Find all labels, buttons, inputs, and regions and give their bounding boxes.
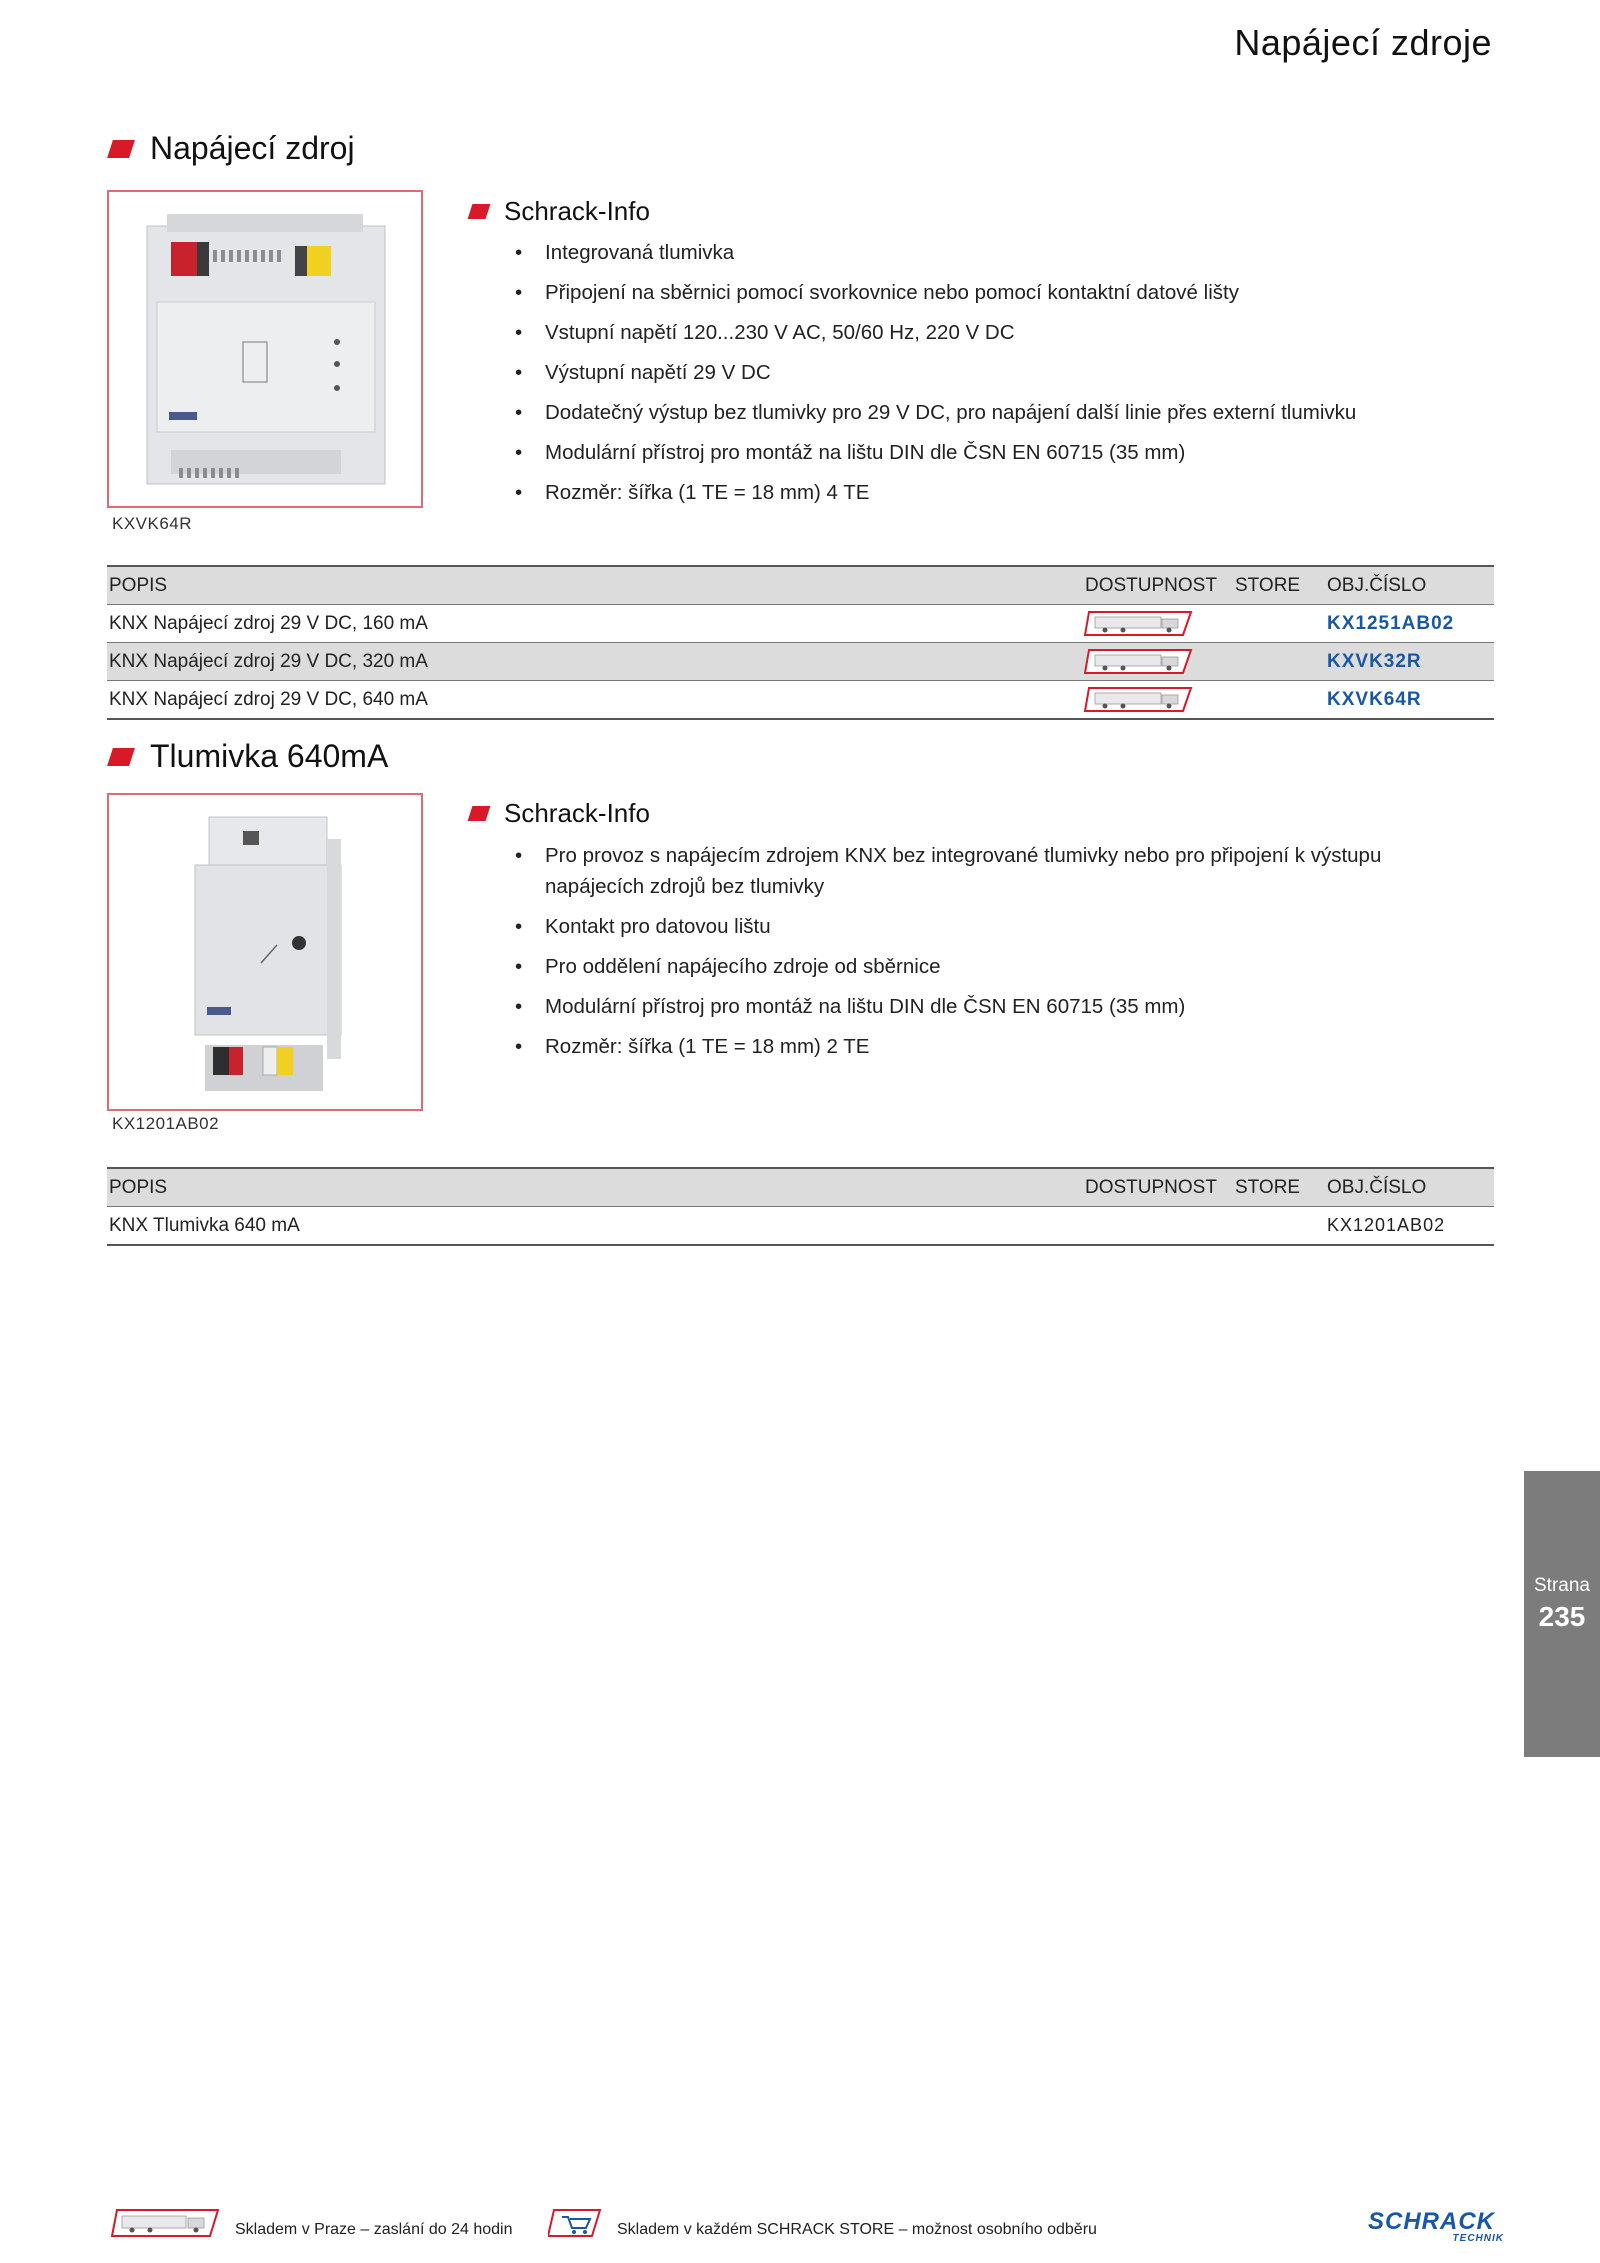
- feature-item: • Dodatečný výstup bez tlumivky pro 29 V DC, pro napájení další linie přes externí tlumivku: [515, 397, 1495, 428]
- truck-icon: [110, 2208, 222, 2238]
- cell-store: [1233, 643, 1325, 681]
- footer-truck-text: Skladem v Praze – zaslání do 24 hodin: [235, 2221, 513, 2238]
- feature-item: • Rozměr: šířka (1 TE = 18 mm) 4 TE: [515, 477, 1495, 508]
- cell-code: [1325, 1207, 1494, 1246]
- page-title: Napájecí zdroje: [1234, 22, 1492, 63]
- choke-device-image: [109, 795, 421, 1109]
- cell-popis: KNX Napájecí zdroj 29 V DC, 320 mA: [107, 643, 1083, 681]
- column-header-popis: POPIS: [107, 566, 1083, 605]
- truck-icon: [1083, 648, 1197, 675]
- info-heading: [470, 196, 650, 227]
- cell-store: [1233, 681, 1325, 720]
- cell-availability: [1083, 681, 1233, 720]
- table-row: [107, 681, 1494, 720]
- page-label: Strana: [1534, 1575, 1590, 1596]
- feature-item: • Pro provoz s napájecím zdrojem KNX bez integrované tlumivky nebo pro připojení k výstupu napájecích zdrojů bez tlumivky: [515, 840, 1455, 902]
- shopping-cart-icon: [548, 2208, 604, 2238]
- cell-store: [1233, 1207, 1325, 1246]
- info-heading-text: Schrack-Info: [504, 196, 650, 226]
- power-supply-device-image: [109, 192, 421, 506]
- info-heading: [470, 798, 650, 829]
- column-header-store: STORE: [1233, 1168, 1325, 1207]
- feature-item: • Rozměr: šířka (1 TE = 18 mm) 2 TE: [515, 1031, 1455, 1062]
- cell-popis: KNX Napájecí zdroj 29 V DC, 640 mA: [107, 681, 1083, 720]
- product-code-link[interactable]: KX1251AB02: [1327, 612, 1455, 634]
- logo-subtext: TECHNIK: [1452, 2233, 1504, 2244]
- feature-item: • Pro oddělení napájecího zdroje od sběrnice: [515, 951, 1455, 982]
- product-code: KX1201AB02: [1327, 1214, 1446, 1235]
- logo-text: SCHRACK: [1368, 2208, 1495, 2235]
- table-header-row: [107, 566, 1494, 605]
- column-header-obj-cislo: OBJ.ČÍSLO: [1325, 1168, 1494, 1207]
- column-header-dostupnost: DOSTUPNOST: [1083, 1168, 1233, 1207]
- product-code-link[interactable]: KXVK32R: [1327, 650, 1422, 672]
- section-title-choke: [110, 738, 388, 775]
- cell-popis: KNX Tlumivka 640 mA: [107, 1207, 1083, 1246]
- page-number-tab: [1524, 1471, 1600, 1757]
- product-image-choke: [107, 793, 423, 1111]
- feature-list: [515, 237, 1495, 517]
- feature-item: • Kontakt pro datovou lištu: [515, 911, 1455, 942]
- product-table: [107, 1167, 1494, 1246]
- cell-popis: KNX Napájecí zdroj 29 V DC, 160 mA: [107, 605, 1083, 643]
- red-flag-icon: [107, 748, 135, 766]
- red-flag-icon: [107, 140, 135, 158]
- column-header-obj-cislo: OBJ.ČÍSLO: [1325, 566, 1494, 605]
- column-header-dostupnost: DOSTUPNOST: [1083, 566, 1233, 605]
- section-title-text: Napájecí zdroj: [150, 130, 355, 166]
- table-row: [107, 643, 1494, 681]
- red-flag-icon: [468, 806, 491, 821]
- product-code-link[interactable]: KXVK64R: [1327, 688, 1422, 710]
- page-number: 235: [1538, 1601, 1586, 1632]
- section-title-text: Tlumivka 640mA: [150, 738, 389, 774]
- footer-store-text: Skladem v každém SCHRACK STORE – možnost osobního odběru: [617, 2221, 1097, 2238]
- image-caption: KX1201AB02: [112, 1114, 220, 1133]
- table-row: [107, 605, 1494, 643]
- schrack-logo: [1368, 2210, 1504, 2246]
- truck-icon: [1083, 610, 1197, 637]
- feature-item: • Modulární přístroj pro montáž na lištu DIN dle ČSN EN 60715 (35 mm): [515, 437, 1495, 468]
- column-header-popis: POPIS: [107, 1168, 1083, 1207]
- feature-item: • Integrovaná tlumivka: [515, 237, 1495, 268]
- table-row: [107, 1207, 1494, 1246]
- feature-item: • Připojení na sběrnici pomocí svorkovnice nebo pomocí kontaktní datové lišty: [515, 277, 1495, 308]
- cell-availability: [1083, 643, 1233, 681]
- feature-list: [515, 840, 1455, 1071]
- feature-item: • Výstupní napětí 29 V DC: [515, 357, 1495, 388]
- table-header-row: [107, 1168, 1494, 1207]
- cell-availability: [1083, 605, 1233, 643]
- cell-store: [1233, 605, 1325, 643]
- column-header-store: STORE: [1233, 566, 1325, 605]
- feature-item: • Modulární přístroj pro montáž na lištu DIN dle ČSN EN 60715 (35 mm): [515, 991, 1455, 1022]
- info-heading-text: Schrack-Info: [504, 798, 650, 828]
- red-flag-icon: [468, 204, 491, 219]
- cell-availability: [1083, 1207, 1233, 1246]
- cell-code[interactable]: [1325, 605, 1494, 643]
- feature-item: • Vstupní napětí 120...230 V AC, 50/60 Hz, 220 V DC: [515, 317, 1495, 348]
- image-caption: KXVK64R: [112, 514, 193, 533]
- truck-icon: [1083, 686, 1197, 713]
- product-image-power-supply: [107, 190, 423, 508]
- section-title-power-supply: [110, 130, 355, 167]
- cell-code[interactable]: [1325, 643, 1494, 681]
- product-table: [107, 565, 1494, 720]
- cell-code[interactable]: [1325, 681, 1494, 720]
